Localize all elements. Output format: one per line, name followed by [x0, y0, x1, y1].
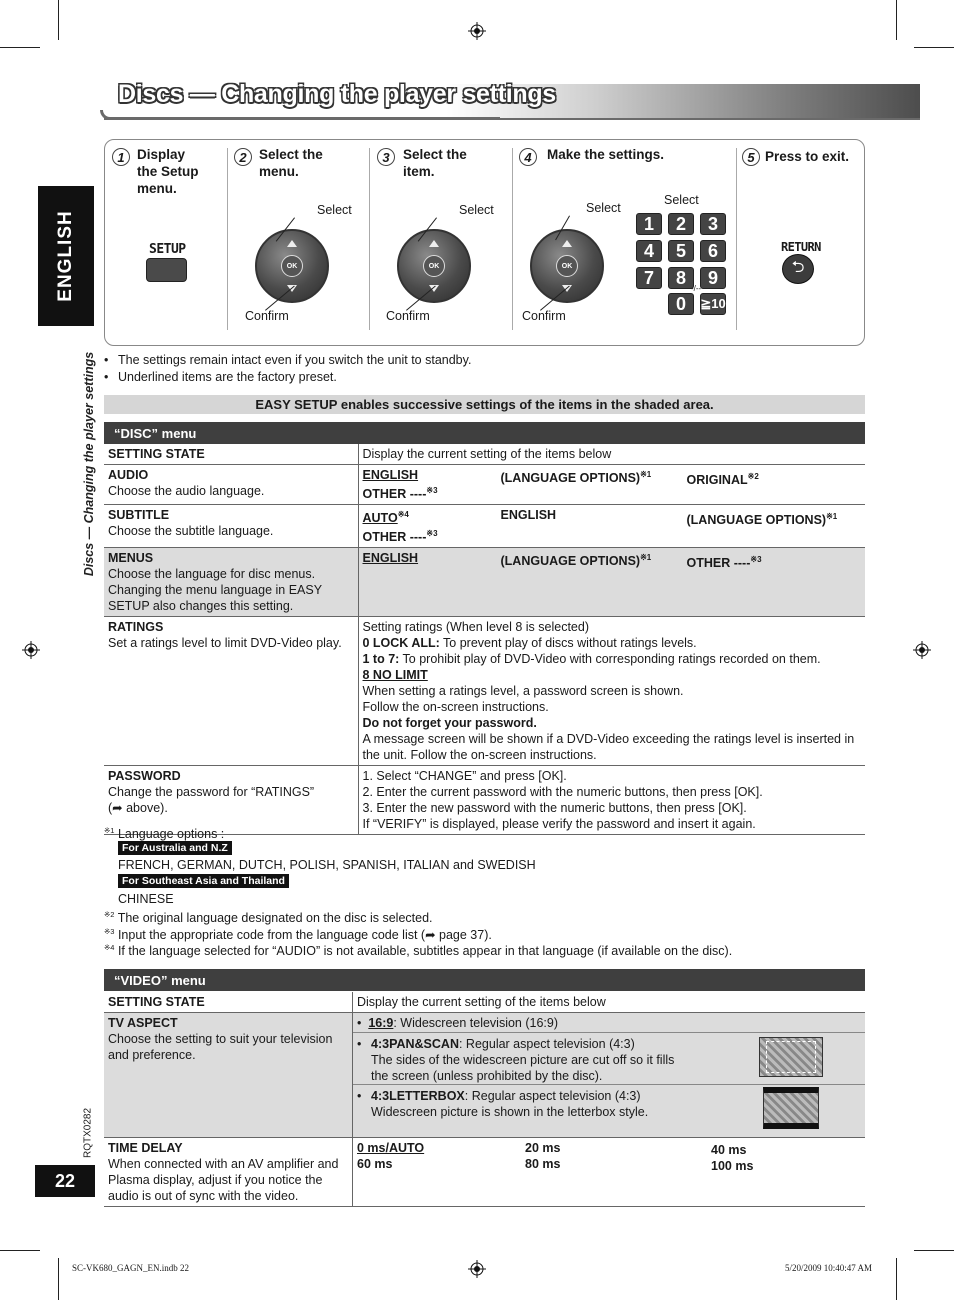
step-divider [512, 148, 513, 330]
tv-aspect-cell: TV ASPECT Choose the setting to suit your television and preference. [104, 1013, 353, 1138]
footnote-1: $^{※1}$ Language options : [104, 826, 225, 842]
crop-mark [58, 0, 59, 40]
step-divider [736, 148, 737, 330]
step-title: Display the Setup menu. [137, 147, 199, 196]
table-row [104, 465, 865, 505]
subtitle-cell: SUBTITLE Choose the subtitle language. [104, 505, 358, 548]
step-number: 1 [112, 148, 130, 166]
step-number: 2 [234, 148, 252, 166]
steps-panel [104, 139, 865, 346]
step-divider [227, 148, 228, 330]
table-row [104, 548, 865, 617]
setup-button[interactable] [146, 258, 187, 282]
registration-mark-icon [22, 641, 40, 659]
footnote-4: $^{※4}$ If the language selected for “AUDIO” is not available, subtitles appear in that language (if available on the disc). [104, 943, 733, 959]
return-label: RETURN [781, 240, 821, 254]
return-button[interactable] [782, 254, 814, 284]
print-file-name: SC-VK680_GAGN_EN.indb 22 [72, 1263, 189, 1273]
crop-mark [896, 0, 897, 40]
region-languages: FRENCH, GERMAN, DUTCH, POLISH, SPANISH, ITALIAN and SWEDISH [118, 858, 536, 872]
pan-scan-thumbnail [759, 1037, 823, 1077]
select-label: Select [664, 193, 699, 207]
numeric-key-10plus[interactable]: ≧10 [700, 293, 726, 315]
disc-menu-heading: “DISC” menu [104, 422, 865, 444]
step-title: Select the menu. [259, 147, 323, 179]
numeric-key-7[interactable]: 7 [636, 267, 662, 289]
table-row [104, 1013, 865, 1138]
table-row [104, 617, 865, 766]
confirm-label: Confirm [386, 309, 430, 323]
table-row [104, 1138, 865, 1207]
footnote-2: $^{※2}$ The original language designated on the disc is selected. [104, 910, 433, 926]
step-number: 4 [519, 148, 537, 166]
confirm-label: Confirm [522, 309, 566, 323]
setting-state-label: SETTING STATE [104, 992, 353, 1013]
setup-label: SETUP [149, 242, 186, 257]
crop-mark [58, 1258, 59, 1300]
subtitle-options: AUTO$^{※4}$ OTHER ----$^{※3}$ ENGLISH (LANGUAGE OPTIONS)$^{※1}$ [362, 508, 838, 545]
cursor-dial[interactable]: OK [530, 229, 604, 303]
numeric-key-9[interactable]: 9 [700, 267, 726, 289]
section-label: Discs — Changing the player settings [82, 351, 96, 577]
step-number: 5 [742, 148, 760, 166]
return-arrow-icon: ⮌ [791, 258, 805, 276]
table-row [104, 505, 865, 548]
table-row [104, 444, 865, 465]
title-swoosh [100, 110, 500, 120]
region-languages: CHINESE [118, 892, 174, 906]
table-row [104, 992, 865, 1013]
confirm-label: Confirm [245, 309, 289, 323]
step-number: 3 [377, 148, 395, 166]
note-item: • The settings remain intact even if you switch the unit to standby. [104, 353, 471, 367]
print-date: 5/20/2009 10:40:47 AM [785, 1263, 873, 1273]
page-number: 22 [35, 1165, 95, 1197]
language-tab [38, 186, 94, 326]
disc-menu-table [104, 444, 865, 835]
password-steps: 1. Select “CHANGE” and press [OK]. 2. Enter the current password with the numeric buttons, then press [OK]. 3. Enter the new password with the numeric buttons, then press [OK]. If “VERIFY” is displayed, please verify the password and insert it again. [362, 769, 763, 832]
step-title: Select the item. [403, 147, 467, 179]
page-title: Discs — Changing the player settings [118, 80, 556, 108]
doc-code: RQTX0282 [82, 1107, 94, 1159]
step-title: Press to exit. [765, 149, 850, 164]
region-label: For Australia and N.Z [118, 841, 232, 855]
numeric-key-2[interactable]: 2 [668, 213, 694, 235]
ratings-options: Setting ratings (When level 8 is selected) 0 LOCK ALL: To prevent play of discs without ratings levels. 1 to 7: To prohibit play of DVD-Video with corresponding ratings recorded on them. 8 NO LIMIT When setting a ratings level, a password screen is shown. Follow the on-screen instructions. Do not forget your password. A message screen will be shown if a DVD-Video exceeding the ratings level is inserted in the unit. Follow the on-screen instructions. [362, 620, 855, 763]
numeric-key-6[interactable]: 6 [700, 240, 726, 262]
menus-options: ENGLISH (LANGUAGE OPTIONS)$^{※1}$ OTHER ----$^{※3}$ [362, 551, 762, 571]
region-label: For Southeast Asia and Thailand [118, 874, 289, 888]
easy-setup-banner: EASY SETUP enables successive settings of the items in the shaded area. [104, 395, 865, 414]
cursor-dial[interactable]: OK [397, 229, 471, 303]
setting-state-desc: Display the current setting of the items below [357, 995, 606, 1009]
crop-mark [0, 1250, 40, 1251]
time-delay-cell: TIME DELAY When connected with an AV amplifier and Plasma display, adjust if you notice the audio is out of sync with the video. [104, 1138, 353, 1207]
crop-mark [914, 1250, 954, 1251]
numeric-key-5[interactable]: 5 [668, 240, 694, 262]
footnote-3: $^{※3}$ Input the appropriate code from the language code list (➦ page 37). [104, 927, 492, 943]
language-tab-label: ENGLISH [55, 210, 76, 302]
crop-mark [0, 47, 40, 48]
setting-state-label: SETTING STATE [104, 444, 358, 465]
numeric-key-4[interactable]: 4 [636, 240, 662, 262]
note-item: • Underlined items are the factory preset. [104, 370, 337, 384]
key-extra-label: -/-- [691, 284, 702, 293]
password-cell: PASSWORD Change the password for “RATINGS” (➦ above). [104, 766, 358, 835]
cursor-dial[interactable]: OK [255, 229, 329, 303]
ratings-cell: RATINGS Set a ratings level to limit DVD-Video play. [104, 617, 358, 766]
crop-mark [896, 1258, 897, 1300]
numeric-key-8[interactable]: 8 [668, 267, 694, 289]
select-label: Select [459, 203, 494, 217]
select-label: Select [586, 201, 621, 215]
select-label: Select [317, 203, 352, 217]
video-menu-heading: “VIDEO” menu [104, 969, 865, 991]
setting-state-desc: Display the current setting of the items below [362, 447, 612, 461]
tv-aspect-options: • 16:9: Widescreen television (16:9) • 4:3PAN&SCAN: Regular aspect television (4:3) The sides of the widescreen picture are cut off so it fills the screen (unless prohibited by the disc). • 4:3LETTERBOX: Regular aspect television (4:3) Widescreen picture is shown in the letterbox style. [353, 1013, 866, 1138]
numeric-key-0[interactable]: 0 [668, 293, 694, 315]
registration-mark-icon [468, 1260, 486, 1278]
audio-options: ENGLISH OTHER ----$^{※3}$ (LANGUAGE OPTIONS)$^{※1}$ ORIGINAL$^{※2}$ [362, 468, 759, 502]
numeric-key-3[interactable]: 3 [700, 213, 726, 235]
registration-mark-icon [468, 22, 486, 40]
video-menu-table [104, 992, 865, 1207]
registration-mark-icon [913, 641, 931, 659]
time-delay-options: 0 ms/AUTO 60 ms 20 ms 80 ms 40 ms 100 ms [357, 1141, 754, 1173]
step-divider [369, 148, 370, 330]
audio-cell: AUDIO Choose the audio language. [104, 465, 358, 505]
numeric-key-1[interactable]: 1 [636, 213, 662, 235]
menus-cell: MENUS Choose the language for disc menus. Changing the menu language in EASY SETUP also changes this setting. [104, 548, 358, 617]
step-title: Make the settings. [547, 147, 665, 162]
letterbox-thumbnail [763, 1087, 819, 1129]
crop-mark [914, 47, 954, 48]
